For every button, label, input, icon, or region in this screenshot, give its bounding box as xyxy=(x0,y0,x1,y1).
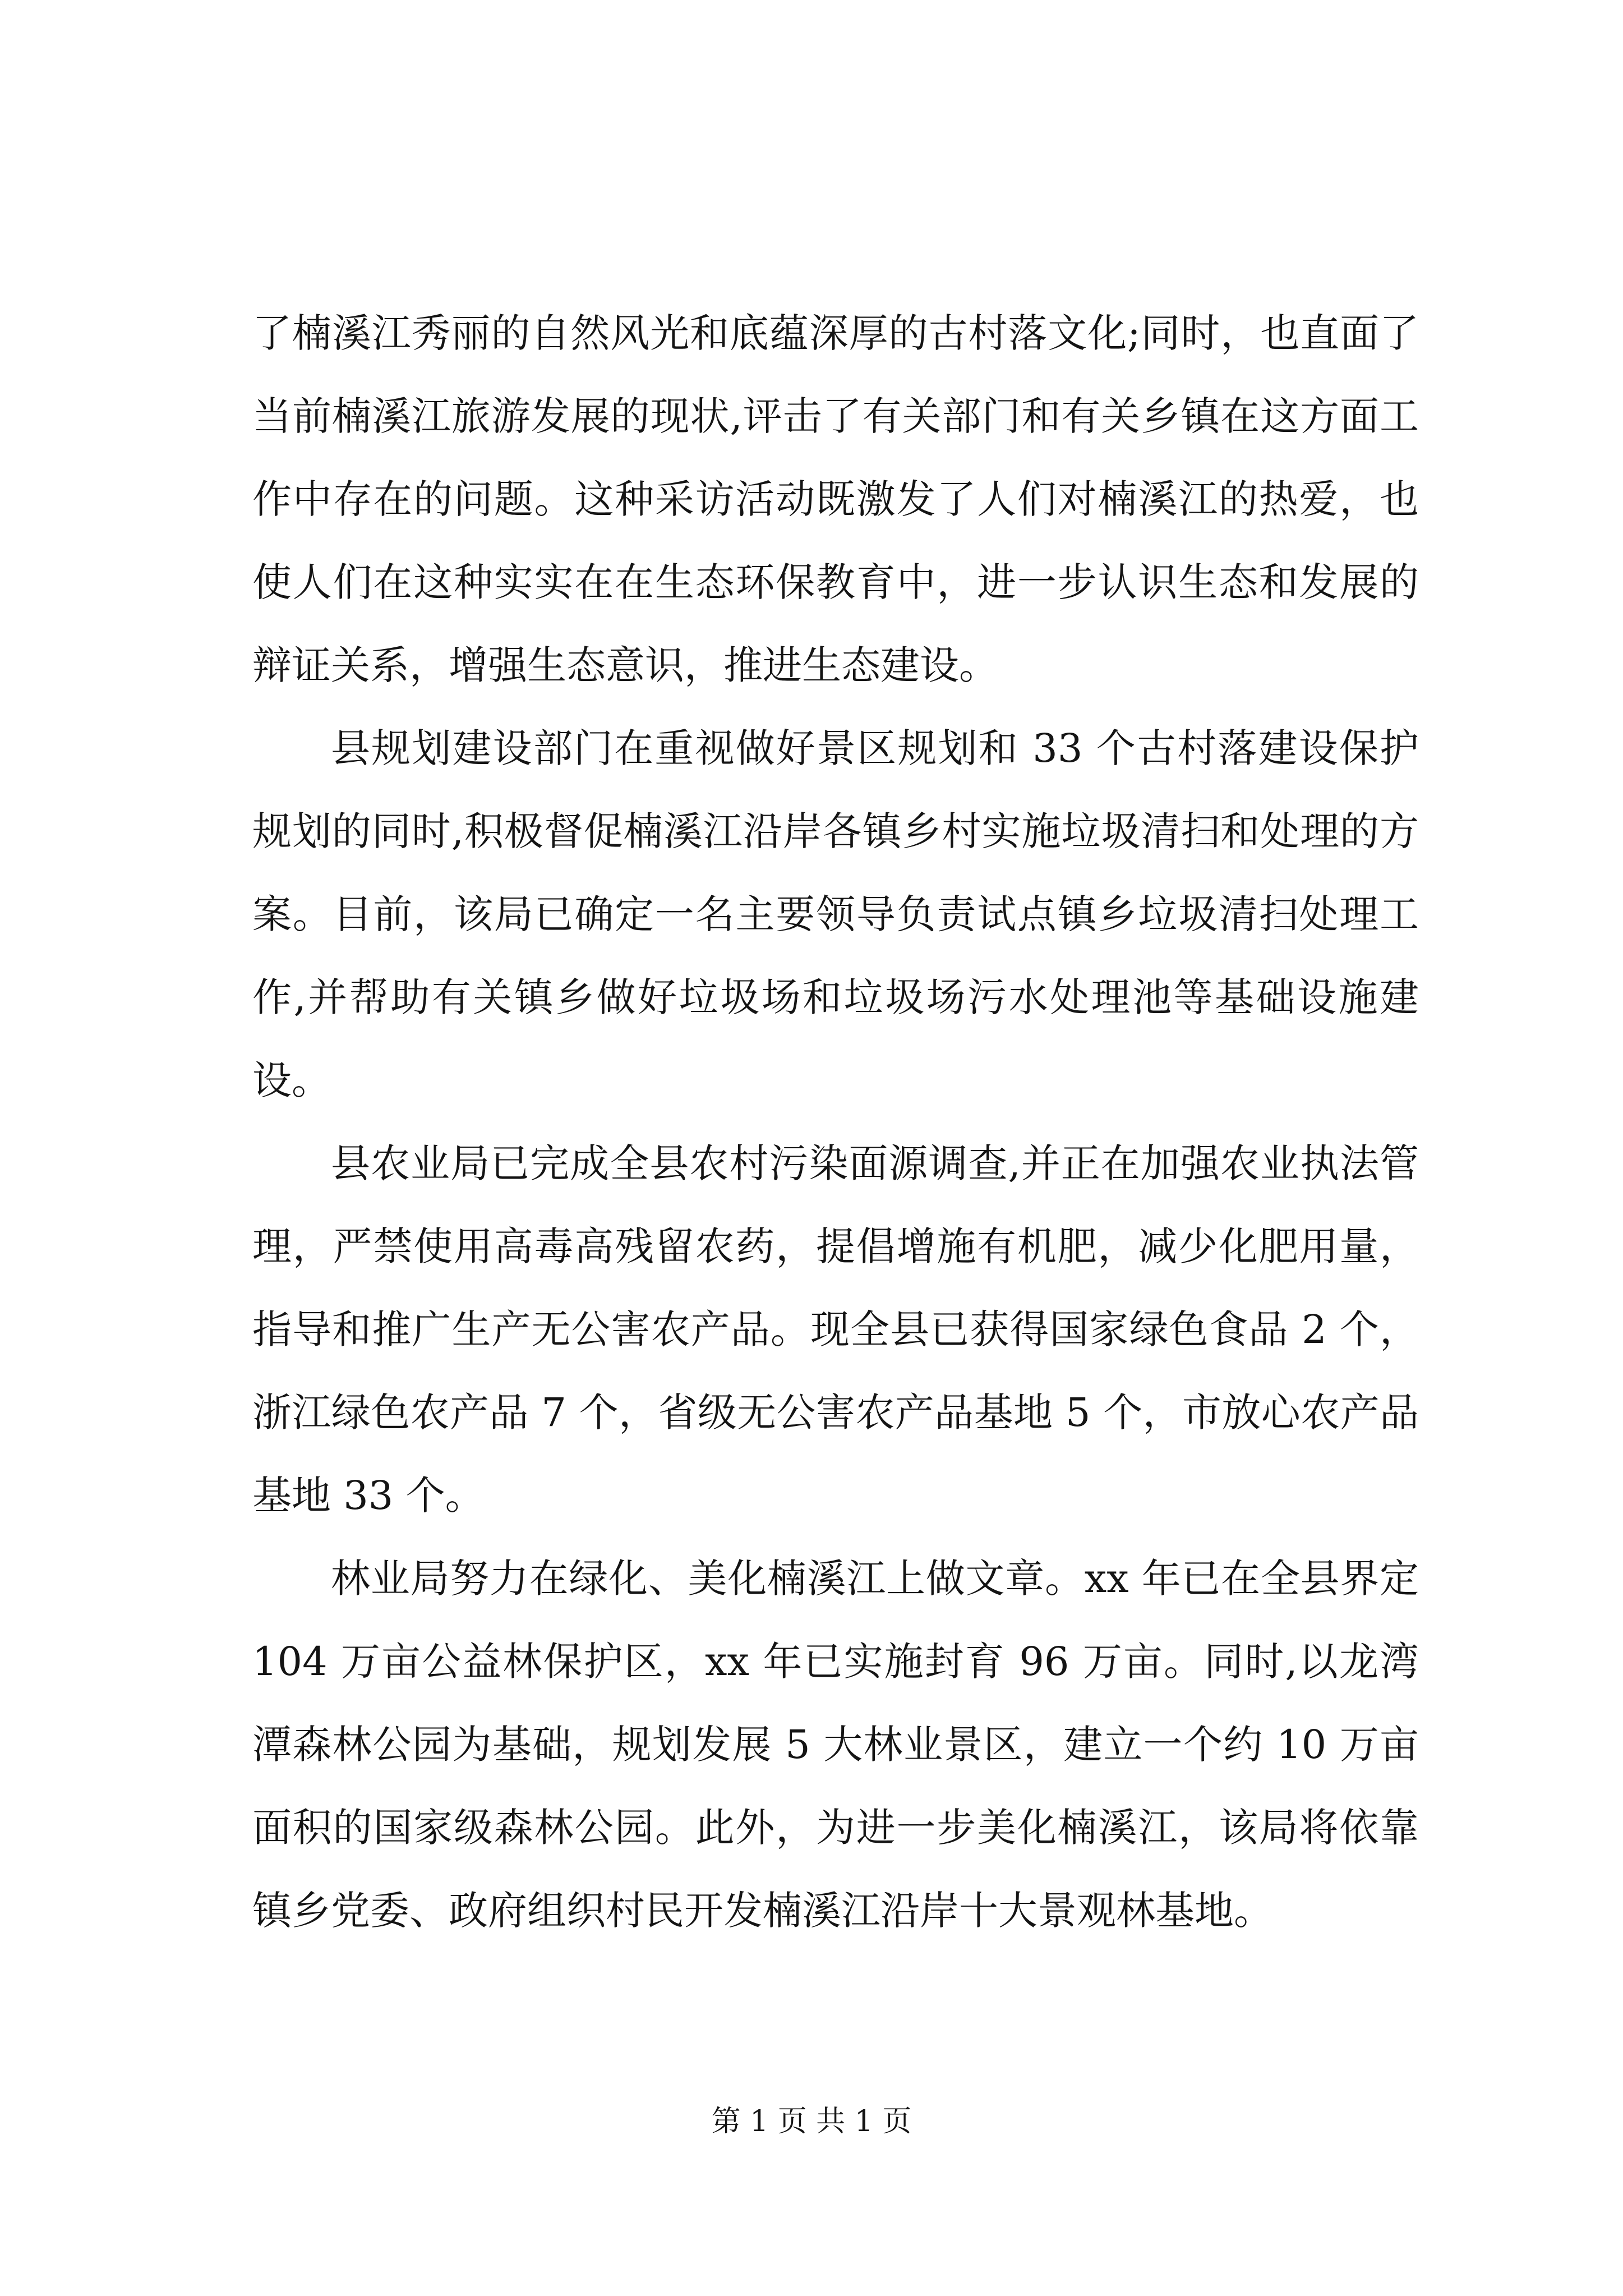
paragraph-planning-department: 县规划建设部门在重视做好景区规划和 33 个古村落建设保护规划的同时,积极督促楠溪江沿岸各镇乡村实施垃圾清扫和处理的方案。目前，该局已确定一名主要领导负责试点镇乡垃圾清扫处理工作,并帮助有关镇乡做好垃圾场和垃圾场污水处理池等基础设施建设。 xyxy=(252,725,1419,1103)
document-body xyxy=(252,292,1419,1952)
paragraph-continued: 了楠溪江秀丽的自然风光和底蕴深厚的古村落文化;同时，也直面了当前楠溪江旅游发展的现状,评击了有关部门和有关乡镇在这方面工作中存在的问题。这种采访活动既激发了人们对楠溪江的热爱，也使人们在这种实实在在生态环保教育中，进一步认识生态和发展的辩证关系，增强生态意识，推进生态建设。 xyxy=(252,310,1419,688)
paragraph-agriculture-bureau: 县农业局已完成全县农村污染面源调查,并正在加强农业执法管理，严禁使用高毒高残留农药，提倡增施有机肥，减少化肥用量，指导和推广生产无公害农产品。现全县已获得国家绿色食品 2 个，浙江绿色农产品 7 个，省级无公害农产品基地 5 个，市放心农产品基地 33 个。 xyxy=(252,1140,1419,1519)
paragraph-forestry-bureau: 林业局努力在绿化、美化楠溪江上做文章。xx 年已在全县界定 104 万亩公益林保护区，xx 年已实施封育 96 万亩。同时,以龙湾潭森林公园为基础，规划发展 5 大林业景区，建立一个约 10 万亩面积的国家级森林公园。此外，为进一步美化楠溪江，该局将依靠镇乡党委、政府组织村民开发楠溪江沿岸十大景观林基地。 xyxy=(252,1556,1419,1934)
page-number-footer: 第 1 页 共 1 页 xyxy=(711,2105,912,2138)
